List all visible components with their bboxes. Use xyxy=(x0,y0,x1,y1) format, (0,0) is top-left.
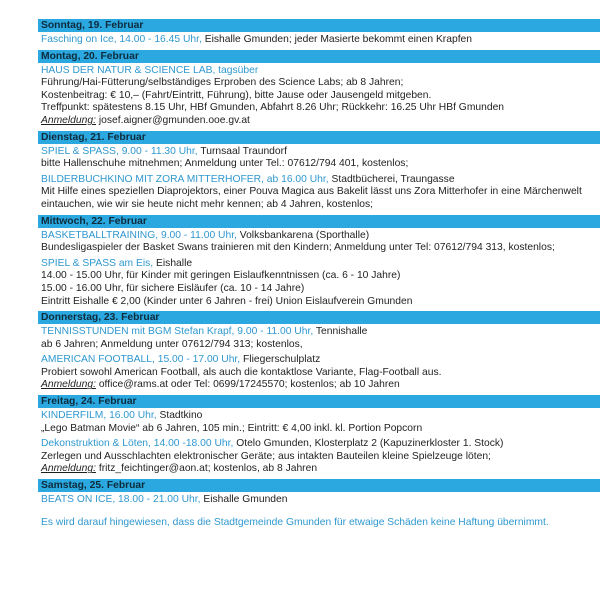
event-location: Eishalle Gmunden xyxy=(203,494,288,506)
event-title: TENNISSTUNDEN mit BGM Stefan Krapf, 9.00 - 11.00 Uhr, xyxy=(41,326,316,338)
event-detail xyxy=(41,463,594,476)
event-detail-text: fritz_feichtinger@aon.at; kostenlos, ab 8 Jahren xyxy=(95,463,318,475)
event-entry xyxy=(41,326,594,351)
event-location: Stadtbücherei, Traungasse xyxy=(331,173,455,185)
event-detail xyxy=(41,367,594,380)
event-detail xyxy=(41,283,594,296)
event-list xyxy=(38,228,594,309)
event-title-line xyxy=(41,326,594,339)
event-title: HAUS DER NATUR & SCIENCE LAB, tagsüber xyxy=(41,64,259,76)
event-title-line xyxy=(41,494,594,507)
event-detail xyxy=(41,102,594,115)
event-detail xyxy=(41,158,594,171)
day-section xyxy=(38,479,594,507)
event-detail-text: Zerlegen und Ausschlachten elektronischer Geräte; aus intakten Bauteilen kleine Spielzeuge löten; xyxy=(41,450,491,462)
event-detail-text: Führung/Hai-Fütterung/selbständiges Erproben des Science Labs; ab 8 Jahren; xyxy=(41,77,404,89)
event-title-line xyxy=(41,354,594,367)
event-location: Tennishalle xyxy=(315,326,368,338)
event-title: Dekonstruktion & Löten, 14.00 -18.00 Uhr, xyxy=(41,438,237,450)
day-header: Mittwoch, 22. Februar xyxy=(38,215,600,228)
event-title-line xyxy=(41,34,594,47)
event-detail xyxy=(41,423,594,436)
day-section xyxy=(38,395,594,476)
event-list xyxy=(38,32,594,47)
event-detail-text: office@rams.at oder Tel: 0699/17245570; kostenlos; ab 10 Jahren xyxy=(95,379,400,391)
day-list xyxy=(38,19,594,507)
day-section xyxy=(38,50,594,128)
event-location: Eishalle Gmunden; jeder Masierte bekommt einen Krapfen xyxy=(204,34,473,45)
disclaimer-text: Es wird darauf hingewiesen, dass die Stadtgemeinde Gmunden für etwaige Schäden keine Haftung übernimmt. xyxy=(41,516,549,528)
day-header: Freitag, 24. Februar xyxy=(38,395,600,408)
event-title: AMERICAN FOOTBALL, 15.00 - 17.00 Uhr, xyxy=(41,354,244,366)
event-detail-text: 14.00 - 15.00 Uhr, für Kinder mit geringen Eislaufkenntnissen (ca. 6 - 10 Jahre) xyxy=(41,270,401,282)
event-entry xyxy=(41,438,594,476)
event-location: Turnsaal Traundorf xyxy=(200,145,287,157)
event-title: BILDERBUCHKINO MIT ZORA MITTERHOFER, ab 16.00 Uhr, xyxy=(41,173,332,185)
event-detail-text: ab 6 Jahren; Anmeldung unter 07612/794 313; kostenlos, xyxy=(41,338,303,350)
day-header: Donnerstag, 23. Februar xyxy=(38,311,600,324)
event-entry xyxy=(41,258,594,308)
event-list xyxy=(38,63,594,128)
day-section xyxy=(38,311,594,392)
event-entry xyxy=(41,230,594,255)
event-location: Eishalle xyxy=(156,257,193,269)
event-detail xyxy=(41,451,594,464)
event-detail xyxy=(41,90,594,103)
event-title-line xyxy=(41,174,594,187)
registration-label: Anmeldung: xyxy=(41,379,96,391)
event-detail xyxy=(41,270,594,283)
event-location: Volksbankarena (Sporthalle) xyxy=(239,229,370,241)
event-title: BEATS ON ICE, 18.00 - 21.00 Uhr, xyxy=(41,494,204,506)
event-title-line xyxy=(41,258,594,271)
day-header: Dienstag, 21. Februar xyxy=(38,131,600,144)
day-section xyxy=(38,215,594,309)
event-list xyxy=(38,492,594,507)
event-detail-text: Mit Hilfe eines speziellen Diaprojektors, einer Pouva Magica aus Bakelit lässt uns Zora Mitterhofer in eine Märchenwelt eintauchen, wie wir sie heute nicht mehr kennen; ab 4 Jahren, kostenlos; xyxy=(41,186,582,210)
event-detail xyxy=(41,379,594,392)
event-detail-text: Eintritt Eishalle € 2,00 (Kinder unter 6 Jahren - frei) Union Eislaufverein Gmunden xyxy=(41,295,413,307)
event-detail xyxy=(41,339,594,352)
registration-label: Anmeldung: xyxy=(41,463,96,475)
day-header: Montag, 20. Februar xyxy=(38,50,600,63)
event-detail-text: 15.00 - 16.00 Uhr, für sichere Eisläufer (ca. 10 - 14 Jahre) xyxy=(41,282,305,294)
event-location: Fliegerschulplatz xyxy=(243,354,321,366)
event-detail xyxy=(41,77,594,90)
event-title: SPIEL & SPASS, 9.00 - 11.30 Uhr, xyxy=(41,145,201,157)
event-list xyxy=(38,324,594,392)
event-title: Fasching on Ice, 14.00 - 16.45 Uhr, xyxy=(41,34,205,45)
day-section xyxy=(38,19,594,47)
event-title-line xyxy=(41,146,594,159)
event-detail xyxy=(41,242,594,255)
event-detail-text: Probiert sowohl American Football, als auch die kontaktlose Variante, Flag-Football aus. xyxy=(41,366,442,378)
event-entry xyxy=(41,494,594,507)
event-title-line xyxy=(41,65,594,78)
event-detail-text: Bundesligaspieler der Basket Swans trainieren mit den Kindern; Anmeldung unter Tel: 07612/794 313, kostenlos; xyxy=(41,242,555,254)
event-entry xyxy=(41,146,594,171)
event-detail xyxy=(41,186,594,211)
event-entry xyxy=(41,174,594,212)
day-header: Sonntag, 19. Februar xyxy=(38,19,600,32)
event-detail-text: josef.aigner@gmunden.ooe.gv.at xyxy=(95,114,250,126)
registration-label: Anmeldung: xyxy=(41,114,96,126)
event-title: KINDERFILM, 16.00 Uhr, xyxy=(41,410,160,422)
event-detail-text: bitte Hallenschuhe mitnehmen; Anmeldung unter Tel.: 07612/794 401, kostenlos; xyxy=(41,158,409,170)
event-detail xyxy=(41,115,594,128)
event-entry xyxy=(41,354,594,392)
event-entry xyxy=(41,65,594,128)
event-title-line xyxy=(41,438,594,451)
event-location: Stadtkino xyxy=(159,410,203,422)
day-header: Samstag, 25. Februar xyxy=(38,479,600,492)
day-section xyxy=(38,131,594,212)
event-title: BASKETBALLTRAINING, 9.00 - 11.00 Uhr, xyxy=(41,229,240,241)
event-detail-text: Kostenbeitrag: € 10,– (Fahrt/Eintritt, Führung), bitte Jause oder Jausengeld mitgeben. xyxy=(41,89,432,101)
event-entry xyxy=(41,410,594,435)
event-list xyxy=(38,144,594,212)
event-title: SPIEL & SPASS am Eis, xyxy=(41,257,157,269)
event-detail xyxy=(41,296,594,309)
event-detail-text: „Lego Batman Movie“ ab 6 Jahren, 105 min.; Eintritt: € 4,00 inkl. kl. Portion Popcorn xyxy=(41,422,423,434)
event-location: Otelo Gmunden, Klosterplatz 2 (Kapuzinerkloster 1. Stock) xyxy=(236,438,504,450)
event-title-line xyxy=(41,230,594,243)
event-title-line xyxy=(41,410,594,423)
event-detail-text: Treffpunkt: spätestens 8.15 Uhr, HBf Gmunden, Abfahrt 8.26 Uhr; Rückkehr: 16.25 Uhr HBf Gmunden xyxy=(41,102,505,114)
event-entry xyxy=(41,34,594,47)
event-list xyxy=(38,408,594,476)
